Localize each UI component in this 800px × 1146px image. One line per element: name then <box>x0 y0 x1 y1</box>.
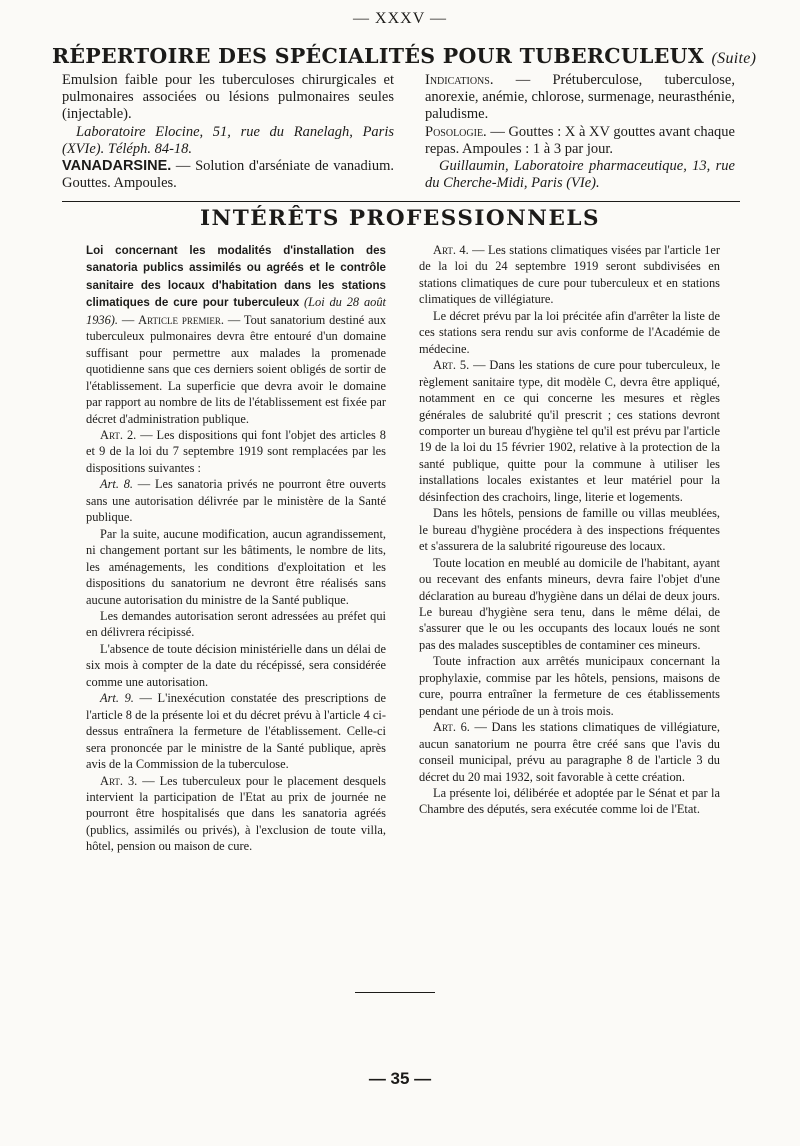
posologie-paragraph <box>425 124 735 158</box>
article-4-label: Art. 4. <box>433 243 469 257</box>
article-2-paragraph <box>86 427 386 476</box>
article-3-paragraph <box>86 773 386 855</box>
repertoire-title-text: RÉPERTOIRE DES SPÉCIALITÉS POUR TUBERCULEUX <box>52 44 705 68</box>
article-6-text: — Dans les stations climatiques de villégiature, aucun sanatorium ne pourra être créé sans que l'avis du conseil municipal, prévu au paragraphe 8 de l'article 3 du décret du 20 mai 1932, soit favorable à cette création. <box>419 720 721 784</box>
infraction-paragraph: Toute infraction aux arrêtés municipaux concernant la prophylaxie, commise par les hôtels, pensions, maisons de cure, pourra entraîner la fermeture de ces établissements pendant une période de un à trois mois. <box>419 654 720 718</box>
location-paragraph: Toute location en meublé au domicile de l'habitant, ayant ou recevant des enfants mineurs, devra faire l'objet d'une déclaration au bureau d'hygiène dans un délai de deux jours. Le bureau d'hygiène sera tenu, dans le même délai, de s'assurer que le ou les occupants des locaux loués ne sont pas des malades susceptibles de contaminer ces mineurs. <box>419 555 720 652</box>
vanadarsine-description: — Solution d'arséniate de vanadium. Gouttes. Ampoules. <box>62 158 394 192</box>
article-5-label: Art. 5. <box>433 358 470 373</box>
law-date: (Loi du 28 août 1936). <box>86 295 386 327</box>
article-9-text: — L'inexécution constatée des prescriptions de l'article 8 de la présente loi et du décret prévu à l'article 4 ci-dessus entraînera la fermeture de l'établissement. Celle-ci sera prononcée par le ministre de la Santé publique, après avis de la Commission de la tuberculose. <box>86 691 386 772</box>
article-6-paragraph <box>419 719 720 785</box>
article-4-text: — Les stations climatiques visées par l'article 1er de la loi du 24 septembre 1919 seront subdivisées en stations climatiques de cure pour tuberculeux et en stations climatiques de villégiature. <box>419 243 720 307</box>
modification-paragraph: Par la suite, aucune modification, aucun agrandissement, ni changement portant sur les bâtiments, le nombre de lits, les aménagements, les conditions d'exploitation et les dispositions du sanatorium ne devront être réalisés sans aucune autorisation du ministre de la Santé publique. <box>86 526 386 607</box>
indications-paragraph <box>425 72 735 124</box>
article-9-paragraph <box>86 690 386 772</box>
section-divider <box>62 201 740 202</box>
article-2-text: — Les dispositions qui font l'objet des articles 8 et 9 de la loi du 7 septembre 1919 sont remplacées par les dispositions suivantes : <box>86 427 386 475</box>
repertoire-right-column <box>425 72 735 192</box>
article-8-paragraph <box>86 476 386 525</box>
article-6-label: Art. 6. <box>433 720 470 735</box>
absence-paragraph: L'absence de toute décision ministérielle dans un délai de six mois à compter de la date du récépissé, sera considérée comme une autorisation. <box>86 641 386 689</box>
repertoire-left-column <box>62 72 394 192</box>
article-premier-text: — Tout sanatorium destiné aux tuberculeux pulmonaires devra être entouré d'un domaine suffisant pour permettre aux malades la promenade quotidienne sans que ces derniers soient obligés de sortir de l'établissement. La superficie que devra avoir le domaine par rapport au nombre de lits de l'établissement est fixée par décret d'administration publique. <box>86 312 387 426</box>
article-4-paragraph <box>419 242 720 308</box>
article-9-label: Art. 9. <box>100 691 134 706</box>
vanadarsine-paragraph <box>62 158 394 192</box>
guillaumin-lab-address: Guillaumin, Laboratoire pharmaceutique, 13, rue du Cherche-Midi, Paris (VIe). <box>425 158 735 192</box>
article-3-label: Art. 3. <box>100 773 138 788</box>
posologie-text: — Gouttes : X à XV gouttes avant chaque repas. Ampoules : 1 à 3 par jour. <box>425 123 735 157</box>
repertoire-suite: (Suite) <box>711 50 757 67</box>
repertoire-title <box>52 44 757 68</box>
article-8-text: — Les sanatoria privés ne pourront être ouverts sans une autorisation délivrée par le ministère de la Santé publique. <box>86 477 386 525</box>
law-left-column <box>86 242 386 855</box>
article-5-paragraph <box>419 357 720 505</box>
law-lead-paragraph: Loi concernant les modalités d'installation des sanatoria publics assimilés ou agréés et le contrôle sanitaire des locaux d'habitation dans les stations climatiques de cure pour tuberculeux (Loi du 28 août 1936). — Article premier. — Tout sanatorium destiné aux tuberculeux pulmonaires devra être entouré d'un domaine suffisant pour permettre aux malades la promenade quotidienne sans que ces derniers soient obligés de sortir de l'établissement. La superficie que devra avoir le domaine par rapport au nombre de lits de l'établissement est fixée par décret d'administration publique. <box>86 244 387 426</box>
final-paragraph: La présente loi, délibérée et adoptée par le Sénat et par la Chambre des députés, sera exécutée comme loi de l'Etat. <box>419 785 720 817</box>
article-2-label: Art. 2. <box>100 427 137 442</box>
page-roman-numeral: — XXXV — <box>353 10 447 27</box>
demandes-paragraph: Les demandes autorisation seront adressées au préfet qui en délivrera récipissé. <box>86 608 386 640</box>
law-title: Loi concernant les modalités d'installation des sanatoria publics assimilés ou agréés et le contrôle sanitaire des locaux d'habitation dans les stations climatiques de cure pour tuberculeux <box>86 244 386 310</box>
posologie-label: Posologie. <box>425 123 487 140</box>
law-right-column <box>419 242 720 818</box>
section-title: INTÉRÊTS PROFESSIONNELS <box>200 206 600 231</box>
end-rule <box>355 992 435 993</box>
elocine-lab-address: Laboratoire Elocine, 51, rue du Ranelagh, Paris (XVIe). Téléph. 84-18. <box>62 123 394 157</box>
article-3-text: — Les tuberculeux pour le placement desquels intervient la participation de l'Etat au prix de journée ne pourront être hospitalisés que dans les sanatoria agréés (publics, assimilés ou privés), à l'exclusion de toute villa, hôtel, pension ou maison de cure. <box>86 773 386 854</box>
article-8-label: Art. 8. <box>100 477 134 492</box>
article-premier-label: Article premier. <box>138 312 224 327</box>
indications-text: — Prétuberculose, tuberculose, anorexie, anémie, chlorose, surmenage, neurasthénie, paludisme. <box>425 72 735 123</box>
page-number: — 35 — <box>368 1069 432 1088</box>
vanadarsine-name: VANADARSINE. <box>62 158 172 175</box>
indications-label: Indications. <box>425 72 494 88</box>
decret-paragraph: Le décret prévu par la loi précitée afin d'arrêter la liste de ces stations sera rendu sur avis conforme de l'Académie de médecine. <box>419 308 720 356</box>
emulsion-paragraph: Emulsion faible pour les tuberculoses chirurgicales et pulmonaires associées ou lésions pulmonaires seules (injectable). <box>62 72 394 123</box>
article-5-text: — Dans les stations de cure pour tuberculeux, le règlement sanitaire type, dit modèle C, devra être appliqué, notamment en ce qui concerne les mesures et règles générales de salubrité qu'il prescrit ; ces stations devront comporter un bureau d'hygiène tel qu'il est prévu par l'article 19 de la loi du 15 février 1902, relative à la protection de la santé publique, quitte pour la commune à utiliser les installations locales existantes et leur matériel pour la désinfection des crachoirs, linge, literie et logements. <box>419 358 720 504</box>
hotels-paragraph: Dans les hôtels, pensions de famille ou villas meublées, le bureau d'hygiène procédera à des inspections fréquentes et s'assurera de la salubrité rigoureuse des locaux. <box>419 506 720 554</box>
